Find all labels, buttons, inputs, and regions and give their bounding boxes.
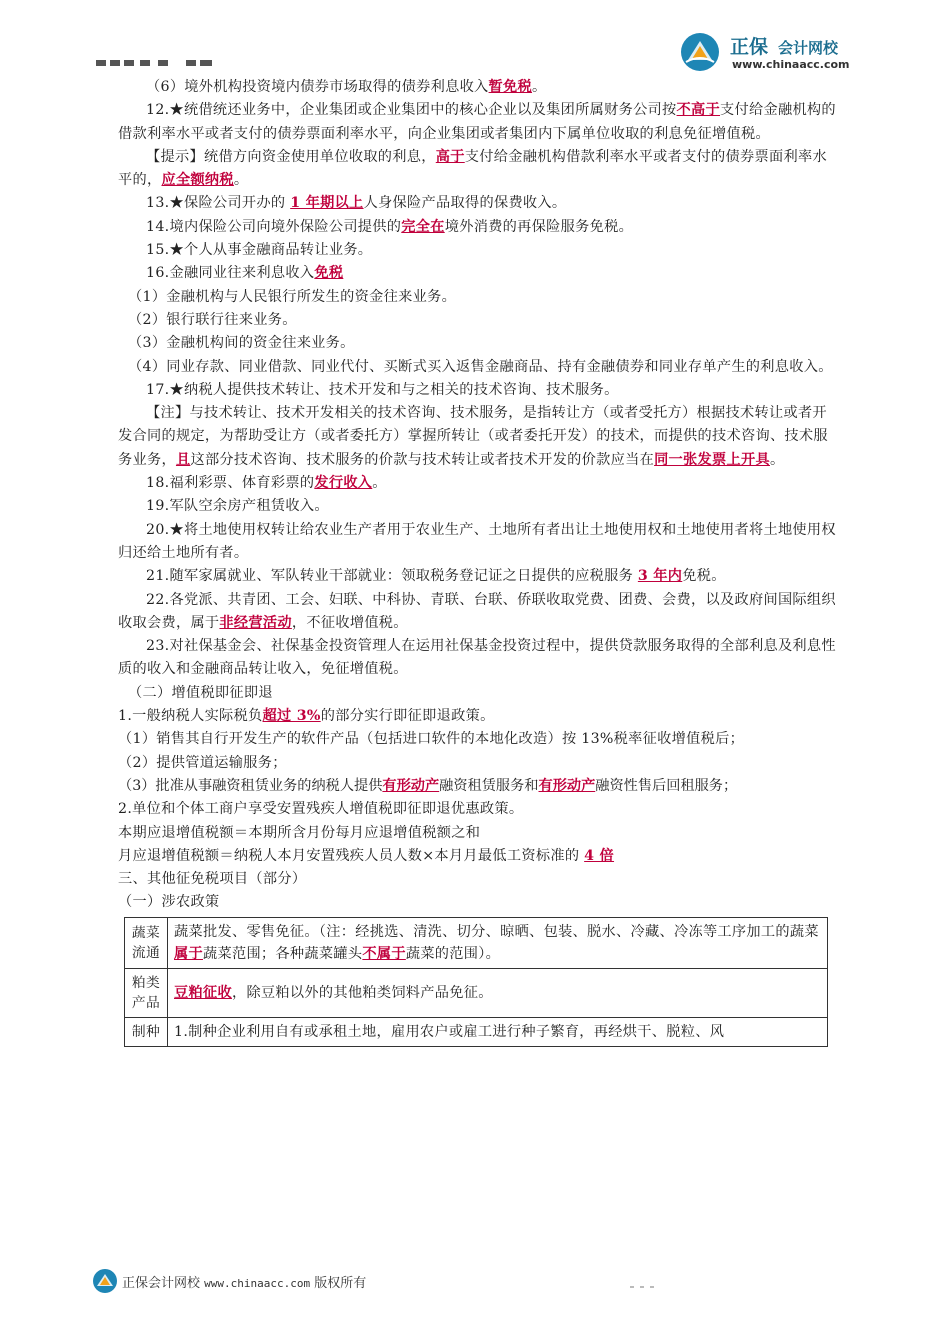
paragraph: （3）金融机构间的资金往来业务。 [128, 335, 355, 352]
text: （3）批准从事融资租赁业务的纳税人提供 [118, 777, 383, 794]
paragraph: （4）同业存款、同业借款、同业代付、买断式买入返售金融商品、持有金融债券和同业存单产生的利息收入。 [128, 358, 833, 375]
logo-title-main: 正保 [730, 36, 769, 58]
text: 蔬菜的范围）。 [405, 945, 501, 962]
table-value [168, 917, 828, 968]
text: 人身保险产品取得的保费收入。 [363, 195, 567, 212]
highlight: 不高于 [676, 102, 720, 119]
text: 。 [532, 79, 547, 95]
paragraph: 17.★纳税人提供技术转让、技术开发和与之相关的技术咨询、技术服务。 [146, 381, 619, 398]
highlight: 非经营活动 [219, 614, 292, 631]
text: 21.随军家属就业、军队转业干部就业：领取税务登记证之日提供的应税服务 [146, 568, 638, 585]
footer-logo-icon [92, 1268, 118, 1294]
text: 。 [233, 172, 249, 189]
highlight: 暂免税 [488, 79, 533, 95]
paragraph [118, 192, 838, 215]
text: 这部分技术咨询、技术服务的价款与技术转让或者技术开发的价款应当在 [190, 451, 655, 468]
paragraph: 20.★将土地使用权转让给农业生产者用于农业生产、土地所有者出让土地使用权和土地使用者将土地使用权归还给土地所有者。 [118, 521, 836, 561]
footer-rights: 版权所有 [314, 1276, 367, 1291]
text: 【注】与技术转让、技术开发相关的技术咨询、技术服务，是指转让方（或者受托方）根据技术转让或者开发合同的规定，为帮助受让方（或者委托方）掌握所转让（或者委托开发）的技术，而提供的技术咨询、技术服务业务， [118, 405, 828, 468]
text: （6）境外机构投资境内债券市场取得的债券利息收入 [146, 79, 489, 95]
highlight: 豆粕征收 [174, 984, 232, 1001]
logo-title-sub: 会计网校 [778, 39, 839, 57]
table-key: 粕类产品 [125, 968, 168, 1017]
paragraph [118, 705, 838, 728]
table-row [125, 968, 828, 1017]
text: 境外消费的再保险服务免税。 [444, 218, 634, 235]
text: 。 [372, 475, 387, 492]
paragraph: 2.单位和个体工商户享受安置残疾人增值税即征即退优惠政策。 [118, 801, 524, 818]
paragraph [118, 262, 838, 285]
text: 免税。 [682, 568, 726, 585]
subsection-heading: （一）涉农政策 [118, 894, 220, 911]
site-logo[interactable] [680, 28, 880, 76]
header-residue-mark [96, 58, 226, 68]
document-body [118, 76, 838, 1047]
text: 融资性售后回租服务； [595, 777, 738, 794]
formula-line [118, 845, 838, 868]
paragraph: 19.军队空余房产租赁收入。 [146, 498, 329, 515]
text: ，不征收增值税。 [291, 614, 408, 631]
table-row [125, 1017, 828, 1046]
text: 支付给金融机构借款利率水平或者支付的债券票面利率水平的， [118, 148, 827, 189]
text: 16.金融同业往来利息收入 [146, 265, 315, 282]
highlight: 发行收入 [314, 475, 373, 492]
text: 【提示】统借方向资金使用单位收取的利息， [146, 148, 436, 165]
highlight: 高于 [435, 148, 465, 165]
logo-mark-icon [680, 32, 720, 72]
highlight: 属于 [174, 945, 203, 962]
highlight: 应全额纳税 [161, 172, 234, 189]
paragraph [118, 565, 838, 588]
paragraph: 23.对社保基金会、社保基金投资管理人在运用社保基金投资过程中，提供贷款服务取得的全部利息及利息性质的收入和金融商品转让收入，免征增值税。 [118, 638, 836, 678]
paragraph: （1）金融机构与人民银行所发生的资金往来业务。 [128, 288, 457, 305]
policy-table [124, 917, 828, 1047]
section-heading: （二）增值税即征即退 [128, 684, 273, 701]
table-value [168, 968, 828, 1017]
text: 融资租赁服务和 [439, 777, 539, 794]
text: 。 [769, 451, 785, 468]
text: 14.境内保险公司向境外保险公司提供的 [146, 218, 402, 235]
text: 支付给金融机构的借款利率水平或者支付的债券票面利率水平，向企业集团或者集团内下属单位收取的利息免征增值税。 [118, 102, 836, 142]
paragraph: 15.★个人从事金融商品转让业务。 [146, 242, 373, 259]
paragraph [118, 775, 838, 798]
highlight: 超过 3% [262, 708, 321, 725]
table-key: 制种 [125, 1017, 168, 1046]
section-heading: 三、其他征免税项目（部分） [118, 871, 307, 888]
paragraph: （2）提供管道运输服务； [118, 754, 287, 771]
text: 1.一般纳税人实际税负 [118, 708, 263, 725]
paragraph [118, 472, 838, 495]
paragraph [118, 216, 838, 239]
text: 12.★统借统还业务中，企业集团或企业集团中的核心企业以及集团所属财务公司按 [146, 102, 677, 119]
text: 蔬菜范围；各种蔬菜罐头 [202, 945, 363, 962]
footer-page-marker [630, 1284, 660, 1290]
footer-text [122, 1272, 366, 1291]
text: 的部分实行即征即退政策。 [320, 708, 495, 725]
logo-url: www.chinaacc.com [732, 58, 850, 71]
table-row [125, 917, 828, 968]
logo-title [730, 32, 838, 59]
footer-brand: 正保会计网校 [122, 1276, 201, 1291]
highlight: 同一张发票上开具 [654, 451, 770, 468]
formula-line: 本期应退增值税额＝本期所含月份每月应退增值税额之和 [118, 824, 481, 841]
note-paragraph [118, 402, 838, 472]
highlight: 1 年期以上 [290, 195, 364, 212]
highlight: 3 年内 [637, 568, 683, 585]
highlight: 有形动产 [538, 777, 596, 794]
highlight: 免税 [314, 265, 344, 282]
text: 月应退增值税额＝纳税人本月安置残疾人员人数×本月月最低工资标准的 [118, 847, 585, 864]
paragraph [118, 99, 838, 146]
highlight: 有形动产 [382, 777, 440, 794]
tip-paragraph [118, 146, 838, 193]
footer-url[interactable]: www.chinaacc.com [204, 1277, 311, 1290]
paragraph [118, 589, 838, 636]
text: 18.福利彩票、体育彩票的 [146, 475, 315, 492]
highlight: 不属于 [362, 945, 406, 962]
text: 22.各党派、共青团、工会、妇联、中科协、青联、台联、侨联收取党费、团费、会费，以及政府间国际组织收取会费，属于 [118, 591, 836, 631]
highlight: 完全在 [401, 218, 445, 235]
text: 13.★保险公司开办的 [146, 195, 291, 212]
paragraph: （2）银行联行往来业务。 [128, 311, 297, 328]
highlight: 4 倍 [584, 847, 615, 864]
highlight: 且 [175, 451, 191, 468]
table-value: 1.制种企业利用自有或承租土地，雇用农户或雇工进行种子繁育，再经烘干、脱粒、风 [168, 1017, 828, 1046]
text: ，除豆粕以外的其他粕类饲料产品免征。 [231, 984, 493, 1001]
paragraph: （1）销售其自行开发生产的软件产品（包括进口软件的本地化改造）按 13%税率征收增值税后； [118, 731, 745, 748]
text: 蔬菜批发、零售免征。（注：经挑选、清洗、切分、晾晒、包装、脱水、冷藏、冷冻等工序加工的蔬菜 [174, 923, 819, 940]
paragraph [118, 76, 838, 99]
table-key: 蔬菜流通 [125, 917, 168, 968]
